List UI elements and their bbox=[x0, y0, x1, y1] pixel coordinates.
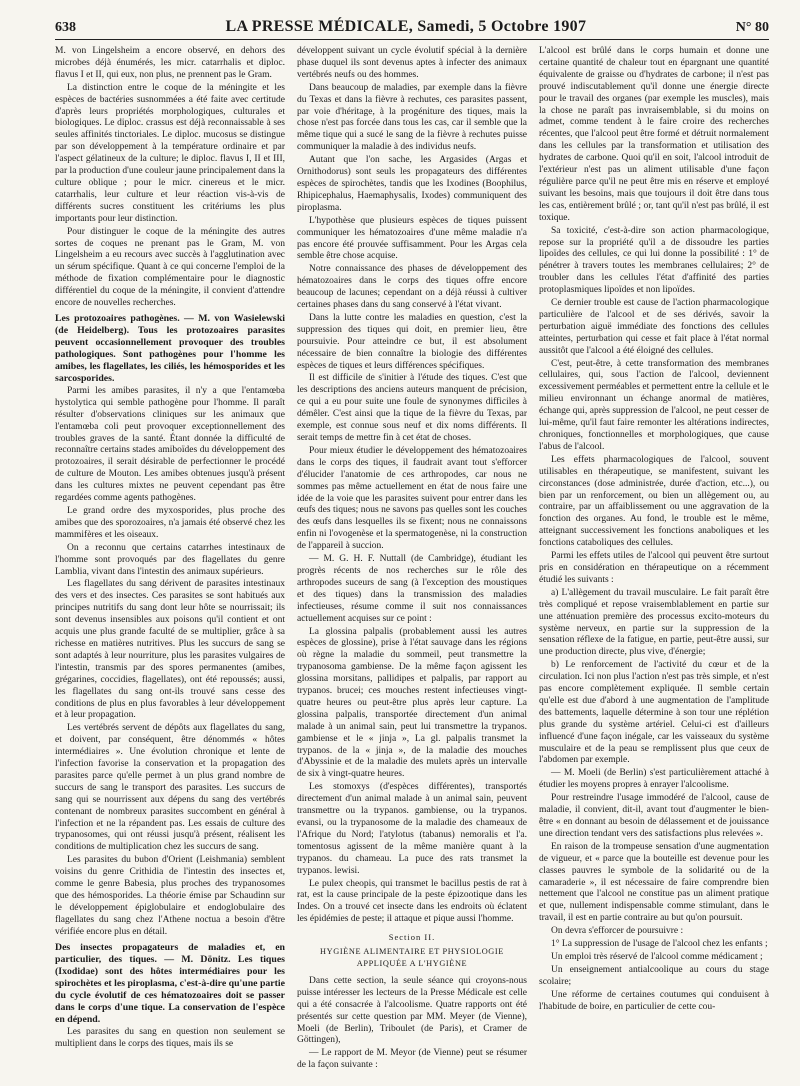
paragraph: Les effets pharmacologiques de l'alcool, souvent utilisables en thérapeutique, se manifestent, suivant les circonstances (dose administrée, durée d'action, etc...), ou bien par un renforcement, ou bien un allègement ou, au contraire, par un affaiblissement ou une aggravation de la fonction des organes. Au fond, le trouble est le même, atteignant successivement les fonctions anaboliques et les fonctions cataboliques des cellules. bbox=[539, 454, 769, 549]
paragraph: développent suivant un cycle évolutif spécial à la dernière phase duquel ils sont devenus aptes à infecter des animaux vertébrés neufs ou des hommes. bbox=[297, 46, 527, 80]
paragraph: Un emploi très réservé de l'alcool comme médicament ; bbox=[551, 951, 763, 962]
paragraph: Sa toxicité, c'est-à-dire son action pharmacologique, repose sur la propriété qu'il a de dissoudre les parties lipoïdes des cellules, ce qui lui donne la possibilité : 1° de pénétrer à travers toutes les membranes cellulaires; 2° de troubler dans les cellules l'état d'affinité des parties protoplasmiques lipoïdes et non lipoïdes. bbox=[539, 225, 769, 296]
paragraph: Les vertébrés servent de dépôts aux flagellates du sang, et doivent, par conséquent, être dénommés « hôtes intermédiaires ». Une évolution chronique et lente de l'infection favorise la conservation et la propagation des parasites parce qu'elle permet à un plus grand nombre de succurs de sang le transport des parasites. Les succurs de sang qui se nourrissent aux dépens du sang des vertébrés contenant de nombreux parasites succombent en général à l'infection et ne la répandent pas. Les essais de culture des trypanosomes, qui ont réussi jusqu'à présent, réalisent les conditions de multiplication chez les succurs de sang. bbox=[55, 723, 285, 853]
paragraph: Les stomoxys (d'espèces différentes), transportés directement d'un animal malade à un animal sain, peuvent transmettre ou la trypanos. gambiense, ou la trypanos. evansi, ou la trypanosome de la maladie des chameaux de l'Afrique du Nord; l'atylotus (tabanus) nemoralis et l'a. tomentosus agissent de la même manière quant à la trypanos. du chameau. La puce des rats transmet la trypanos. lewisi. bbox=[297, 782, 527, 876]
paragraph: Dans cette section, la seule séance qui croyons-nous puisse intéresser les lecteurs de la Presse Médicale est celle qui a été consacrée à l'alcoolisme. Quatre rapports ont été présentés sur cette question par MM. Meyer (de Vienne), Moeli (de Berlin), Triboulet (de Paris), et Cramer de Göttingen), bbox=[297, 975, 527, 1046]
paragraph: Parmi les amibes parasites, il n'y a que l'entamœba hystolytica qui semble pathogène pour l'homme. Il paraît résulter d'observations cliniques sur les animaux que l'entamœba coli peut provoquer exceptionnellement des troubles graves de la santé. Étant donnée la difficulté de reconnaître certains stades amiboïdes du développement des protozoaires, il serait désirable de perfectionner le procédé de culture de Mouton. Les amibes obtenues jusqu'à présent dans les cultures mixtes ne peuvent cependant pas être regardées comme agents pathogènes. bbox=[55, 385, 285, 504]
journal-title: LA PRESSE MÉDICALE, Samedi, 5 Octobre 1907 bbox=[225, 18, 587, 35]
paragraph: a) L'allègement du travail musculaire. Le fait paraît être très compliqué et repose vraisemblablement en partie sur une atténuation première des processus excito-moteurs du système nerveux, en partie sur la suppression de la sensation réflexe de la fatigue, en partie, peut-être aussi, sur une production directe, plus vive, d'énergie; bbox=[539, 587, 769, 658]
paragraph: Dans la lutte contre les maladies en question, c'est la suppression des tiques qui doit, en premier lieu, être poursuivie. Pour atteindre ce but, il est absolument nécessaire de bien connaître la biologie des différentes espèces de tiques et leurs différences spécifiques. bbox=[297, 312, 527, 371]
paragraph: M. von Lingelsheim a encore observé, en dehors des microbes déjà énumérés, les micr. catarrhalis et diploc. flavus I et II, qui eux, non plus, ne prennent pas le Gram. bbox=[55, 46, 285, 80]
paragraph: Pour restreindre l'usage immodéré de l'alcool, cause de maladie, il convient, dit-il, avant tout d'augmenter le bien-être « en donnant au besoin de délassement et de jouissance une direction tendant vers des satisfactions plus relevées ». bbox=[539, 793, 769, 839]
section-subtitle: HYGIÈNE ALIMENTAIRE ET PHYSIOLOGIE APPLIQUÉE A L'HYGIÈNE bbox=[320, 947, 504, 968]
paragraph: Les parasites du bubon d'Orient (Leishmania) semblent voisins du genre Crithidia de l'intestin des insectes et, comme le genre Babesia, plus proches des trypanosomes que des hémosporides. La théorie émise par Schaudinn sur le développement épiglobulaire et endoglobulaire des flagellates du sang chez l'Athene noctua a besoin d'être vérifiée encore plus en détail. bbox=[55, 855, 285, 937]
paragraph: Les parasites du sang en question non seulement se multiplient dans le corps des tiques, mais ils se bbox=[55, 1026, 285, 1049]
section-heading-paragraph: Les protozoaires pathogènes. — M. von Wasielewski (de Heidelberg). Tous les protozoaires parasites peuvent occasionnellement provoquer des troubles pathologiques. Sont pathogènes pour l'homme les amibes, les flagellates, les ciliés, les hémosporides et les sarcosporides. bbox=[55, 312, 285, 384]
paragraph: — M. G. H. F. Nuttall (de Cambridge), étudiant les progrès récents de nos recherches sur le rôle des arthropodes suceurs de sang (à l'exception des moustiques et des tiques) dans la transmission des maladies infectieuses, résume comme il suit nos connaissances actuellement acquises sur ce point : bbox=[297, 554, 527, 624]
paragraph: Notre connaissance des phases de développement des hématozoaires dans le corps des tiques offre encore beaucoup de lacunes; cependant on a déjà réussi à cultiver certaines phases dans du sang conservé à l'état vivant. bbox=[297, 264, 527, 311]
paragraph: Dans beaucoup de maladies, par exemple dans la fièvre du Texas et dans la fièvre à rechutes, ces parasites passent, par voie d'héritage, à la progéniture des tiques, mais la chose n'est pas forcée dans tous les cas, car il semble que la même tique qui a sucé le sang de la fièvre à rechutes puisse communiquer la maladie à des individus neufs. bbox=[297, 82, 527, 153]
paragraph: Ce dernier trouble est cause de l'action pharmacologique particulière de l'alcool et de ses dérivés, savoir la perturbation aiguë immédiate des fonctions des cellules atteintes, perturbation qui cesse et fait place à l'état normal aussitôt que l'alcool a été éloigné des cellules. bbox=[539, 298, 769, 356]
paragraph: Pour mieux étudier le développement des hématozoaires dans le corps des tiques, il faudrait avant tout s'efforcer d'élucider l'anatomie de ces arthropodes, car nous ne sommes pas même actuellement en état de nous faire une idée de la voie que les parasites suivent pour entrer dans les œufs des tiques; nous ne savons pas quelles sont les couches des œufs dans lesquelles ils se fixent; nous ne connaissons enfin ni l'ovogenèse et la spermatogenèse, ni la construction de l'appareil à succion. bbox=[297, 445, 527, 552]
paragraph: L'hypothèse que plusieurs espèces de tiques puissent communiquer les hématozoaires d'une même maladie n'a pas encore été prouvée suffisamment. Pour les Argas cela semble être chose acquise. bbox=[297, 215, 527, 262]
paragraph: b) Le renforcement de l'activité du cœur et de la circulation. Ici non plus l'action n'est pas très simple, et n'est pas encore complètement expliquée. Il semble certain qu'elle est due d'abord à une augmentation de l'amplitude des battements, laquelle détermine à son tour une réplétion plus grande du système artériel. Celui-ci est d'ailleurs influencé d'une façon inégale, car les vaisseaux du système musculaire et de la peau se remplissent plus que ceux de l'abdomen par exemple. bbox=[539, 660, 769, 766]
column-middle bbox=[297, 46, 527, 1086]
paragraph: On devra s'efforcer de poursuivre : bbox=[551, 926, 684, 937]
paragraph: Les flagellates du sang dérivent de parasites intestinaux des vers et des insectes. Ces parasites se sont habitués aux principes nutritifs du sang dont leur hôte se nourrissait; ils sont devenus insensibles aux poisons qu'il contient et ont acquis une plus grande faculté de se multiplier, grâce à sa richesse en matières nutritives. Plus les succurs de sang se sont adaptés à leur nourriture, plus les parasites vulgaires de l'intestin, transmis par des spores permanentes (amibes, grégarines, coccidies, flagellates), ont été repoussés; aussi, les flagellates du sang ont-ils trouvé sans cesse des conditions de plus en plus favorables à leur développement et à leur propagation. bbox=[55, 579, 285, 721]
paragraph: Une réforme de certaines coutumes qui conduisent à l'habitude de boire, en particulier de cette cou- bbox=[539, 989, 769, 1012]
paragraph: En raison de la trompeuse sensation d'une augmentation de vigueur, et « parce que la bouteille est devenue pour les classes pauvres le symbole de la solidarité ou de la camaraderie », il est nécessaire de faire comprendre bien nettement que l'alcool ne constitue pas un aliment pratique et que, nullement indispensable comme stimulant, dans le travail, il est en partie contraire au but qu'on poursuit. bbox=[539, 841, 769, 924]
column-right bbox=[539, 46, 769, 1086]
issue-number: N° 80 bbox=[735, 20, 769, 35]
page-number: 638 bbox=[55, 20, 76, 35]
paragraph: Le grand ordre des myxosporides, plus proche des amibes que des sporozoaires, n'a jamais été observé chez les mammifères et les oiseaux. bbox=[55, 506, 285, 540]
paragraph: Pour distinguer le coque de la méningite des autres sortes de coques ne prenant pas le Gram, M. von Lingelsheim a eu recours avec succès à l'agglutination avec un sérum spécifique. Quant à ce qui concerne l'emploi de la méthode de fixation complémentaire pour le diagnostic différentiel du coque de la méningite, il convient d'attendre encore de nouvelles recherches. bbox=[55, 226, 285, 309]
paragraph: — Le rapport de M. Meyor (de Vienne) peut se résumer de la façon suivante : bbox=[297, 1048, 527, 1071]
paragraph: La glossina palpalis (probablement aussi les autres espèces de glossine), prise à l'état sauvage dans les régions où règne la maladie du sommeil, peut transmettre la trypanosoma gambiense. De la même façon agissent les glossina morsitans, pallidipes et palpalis, par rapport au trypanos. brucei; ces mouches restent infectieuses vingt-quatre heures ou peut-être plus après leur capture. La glossina palpalis, transportée directement d'un animal malade à un animal sain, peut lui transmettre la trypanos. gambiense et le « jinja », La gl. palpalis transmet la trypanos. de la « jinja », de la maladie des mouches d'Abyssinie et de la maladie des mulets après un intervalle de six à vingt-quatre heures. bbox=[297, 626, 527, 780]
paragraph: — M. Moeli (de Berlin) s'est particulièrement attaché à étudier les moyens propres à enrayer l'alcoolisme. bbox=[539, 768, 769, 791]
paragraph: 1° La suppression de l'usage de l'alcool chez les enfants ; bbox=[551, 939, 768, 950]
text-columns bbox=[55, 46, 769, 1086]
paragraph: Il est difficile de s'initier à l'étude des tiques. C'est que les descriptions des anciens auteurs manquent de précision, ce qui a eu pour suite une foule de synonymes difficiles à démêler. C'est ainsi que la tique de la fièvre du Texas, par exemple, est connue sous neuf et dix noms différents. Il serait temps de mettre fin à cet état de choses. bbox=[297, 373, 527, 443]
paragraph: La distinction entre le coque de la méningite et les espèces de bactéries susnommées a été faite avec certitude d'après leurs propriétés morphologiques, culturales et biologiques. Le diploc. crassus est déjà reconnaissable à ses seules affinités tinctoriales. Le diploc. mucosus se distingue par son développement à la température ordinaire et par l'aspect gélatineux de la culture; le diploc. flavus I, II et III, par la production d'une couleur jaune principalement dans la culture oblique ; pour le micr. cinereus et le micr. catarrhalis, leur culture et leur réaction vis-à-vis de différents sucres constituent les critériums les plus importants pour leur distinction. bbox=[55, 82, 285, 224]
paragraph: Le pulex cheopis, qui transmet le bacillus pestis de rat à rat, est la cause principale de la peste épizootique dans les Indes. On a trouvé cet insecte dans les endroits où éclatent les épidémies de peste; il attaque et pique aussi l'homme. bbox=[297, 878, 527, 925]
section-title: Section II. bbox=[388, 932, 436, 943]
paragraph: On a reconnu que certains catarrhes intestinaux de l'homme sont provoqués par des flagellates du genre Lamblia, vivant dans l'intestin des animaux supérieurs. bbox=[55, 542, 285, 577]
paragraph: L'alcool est brûlé dans le corps humain et donne une certaine quantité de chaleur tout en épargnant une quantité équivalente de graisse ou d'hydrates de carbone; il n'est pas prouvé indiscutablement qu'il donne une énergie directe pour le travail des organes (par exemple les muscles), mais la chose ne paraît pas invraisemblable, si du moins on admet, comme tendent à le faire croire des recherches récentes, que l'alcool peut être formé et détruit normalement dans les cellules par la transformation et utilisation des hydrates de carbone. Quoi qu'il en soit, l'alcool introduit de l'extérieur n'est pas un aliment utilisable d'une façon régulière parce qu'il ne peut être mis en réserve et employé suivant les besoins, mais que toujours il doit être dans tous les cas, entièrement brûlé ; or, tant qu'il n'est pas brûlé, il est toxique. bbox=[539, 46, 769, 223]
section-heading-paragraph: Des insectes propagateurs de maladies et, en particulier, des tiques. — M. Dönitz. Les tiques (Ixodidae) sont des hôtes intermédiaires pour les spirochètes et les piroplasma, c'est-à-dire qu'une partie du cycle évolutif de ces hématozoaires doit se passer dans le corps d'une tique. La conservation de l'espèce en dépend. bbox=[55, 941, 285, 1025]
page-header bbox=[55, 18, 769, 40]
paragraph: Un enseignement antialcoolique au cours du stage scolaire; bbox=[539, 964, 769, 987]
column-left bbox=[55, 46, 285, 1086]
paragraph: C'est, peut-être, à cette transformation des membranes cellulaires, qui, sous l'action de l'alcool, deviennent excessivement perméables et permettent entre la cellule et le milieu environnant un échange anormal de matières, échange qui, après suppression de l'alcool, ne peut cesser de lui-même, qu'il faut faire remonter les altérations indirectes, chroniques, fonctionnelles et morphologiques, que cause l'abus de l'alcool. bbox=[539, 358, 769, 452]
paragraph: Autant que l'on sache, les Argasides (Argas et Ornithodorus) sont seuls les propagateurs des différentes espèces de spirochètes, tandis que les Ixodines (Boophilus, Rhipicephalus, Haemaphysalis, Ixodes) communiquent des piroplasma. bbox=[297, 155, 527, 213]
paragraph: Parmi les effets utiles de l'alcool qui peuvent être surtout pris en considération en thérapeutique on a récemment étudié les suivants : bbox=[539, 551, 769, 585]
